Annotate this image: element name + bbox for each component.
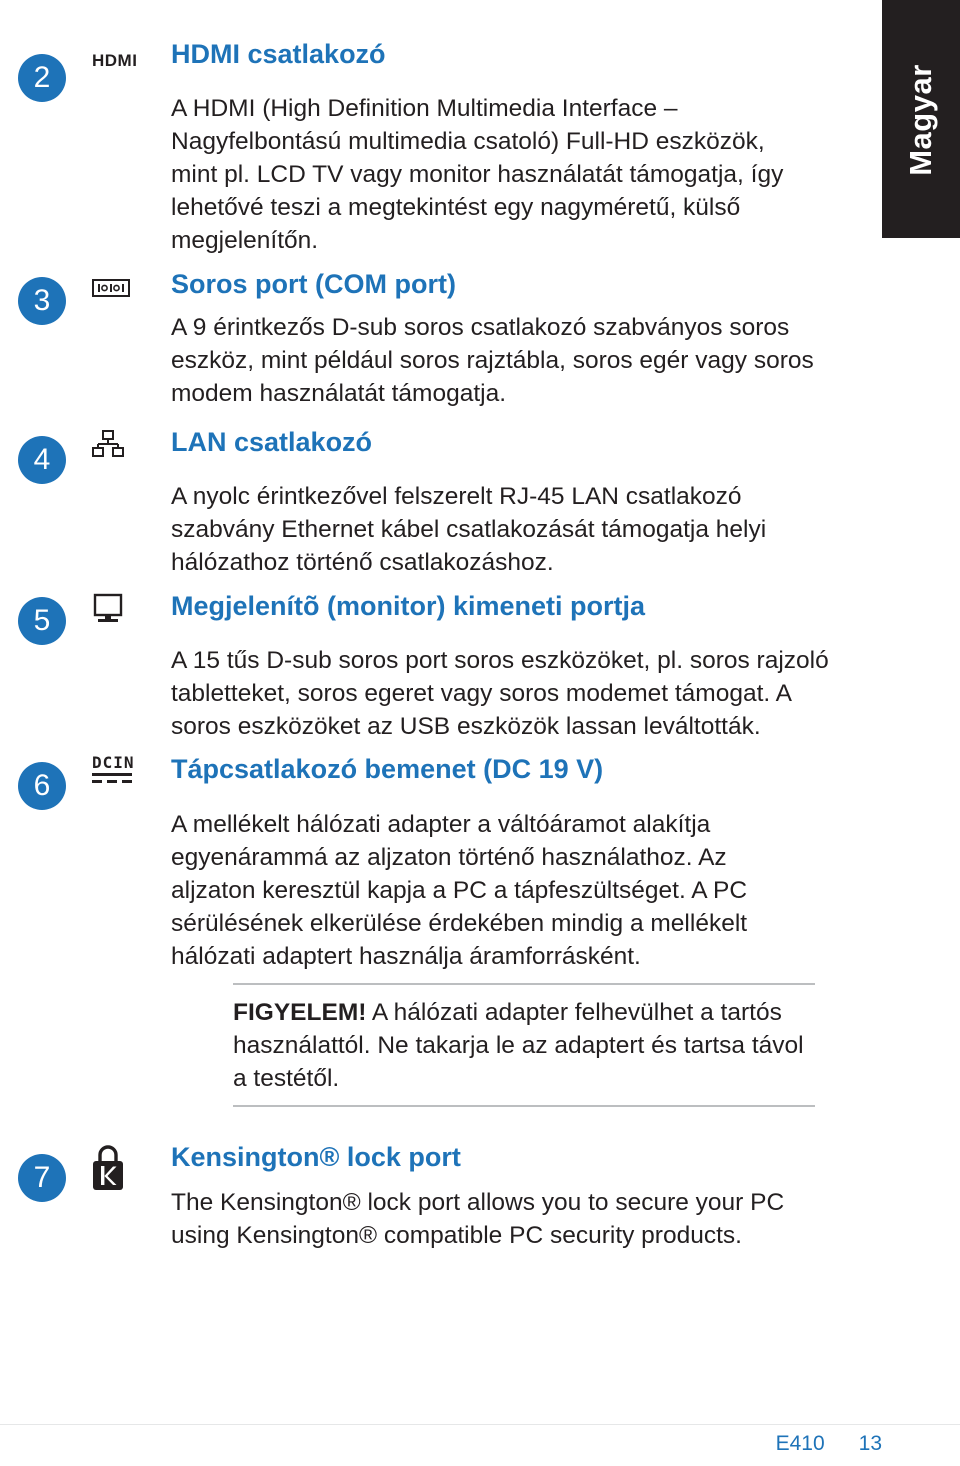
section-number: 3 (18, 277, 66, 325)
footer-page-number: 13 (858, 1432, 882, 1455)
lan-network-icon (92, 430, 124, 463)
warning-text: használattól. Ne takarja le az adaptert és tartsa távol (233, 1032, 804, 1059)
footer-model: E410 (775, 1432, 825, 1455)
kensington-lock-icon (92, 1144, 124, 1197)
serial-port-icon (92, 279, 130, 302)
section-heading: Kensington® lock port (171, 1142, 461, 1172)
footer-divider (0, 1424, 960, 1425)
section-number: 5 (18, 597, 66, 645)
warning-text: A hálózati adapter felhevülhet a tartós (366, 999, 782, 1026)
section-number: 7 (18, 1154, 66, 1202)
warning-label: FIGYELEM! (233, 999, 367, 1026)
page-footer (776, 1432, 882, 1456)
section-heading: Soros port (COM port) (171, 269, 456, 299)
hdmi-icon: HDMI (92, 51, 138, 70)
monitor-icon (92, 593, 124, 630)
section-body: A 15 tűs D-sub soros port soros eszközöket, pl. soros rajzoló tabletteket, soros egeret vagy soros modemet támogat. A soros eszközöket az USB eszközök lassan leváltották. (171, 647, 829, 740)
section-body: The Kensington® lock port allows you to secure your PC using Kensington® compatible PC security products. (171, 1189, 785, 1249)
section-number: 6 (18, 762, 66, 810)
section-body: A HDMI (High Definition Multimedia Interface – Nagyfelbontású multimedia csatoló) Full-HD eszközök, mint pl. LCD TV vagy monitor használatát támogatja, így lehetővé teszi a megtekintést egy nagyméretű, külső megjelenítőn. (171, 95, 784, 254)
section-body: A mellékelt hálózati adapter a váltóáramot alakítja egyenárammá az aljzaton történő használathoz. Az aljzaton keresztül kapja a PC a tápfeszültséget. A PC sérülésének elkerülése érdekében mindig a mellékelt hálózati adaptert használja áramforrásként. (171, 811, 748, 970)
warning-text: a testétől. (233, 1065, 340, 1092)
section-number: 4 (18, 436, 66, 484)
section-body: A nyolc érintkezővel felszerelt RJ-45 LAN csatlakozó szabvány Ethernet kábel csatlakozását támogatja helyi hálózathoz történő csatlakozáshoz. (171, 483, 767, 576)
dc-in-icon: DCIN (92, 754, 135, 784)
section-heading: LAN csatlakozó (171, 427, 373, 457)
section-body: A 9 érintkezős D-sub soros csatlakozó szabványos soros eszköz, mint például soros rajztábla, soros egér vagy soros modem használatát támogatja. (171, 314, 814, 407)
section-heading: HDMI csatlakozó (171, 39, 386, 69)
warning-note (233, 983, 815, 1107)
language-tab (882, 0, 960, 238)
section-number: 2 (18, 54, 66, 102)
section-heading: Megjelenítõ (monitor) kimeneti portja (171, 591, 646, 621)
section-heading: Tápcsatlakozó bemenet (DC 19 V) (171, 754, 604, 784)
language-tab-label: Magyar (903, 64, 938, 176)
